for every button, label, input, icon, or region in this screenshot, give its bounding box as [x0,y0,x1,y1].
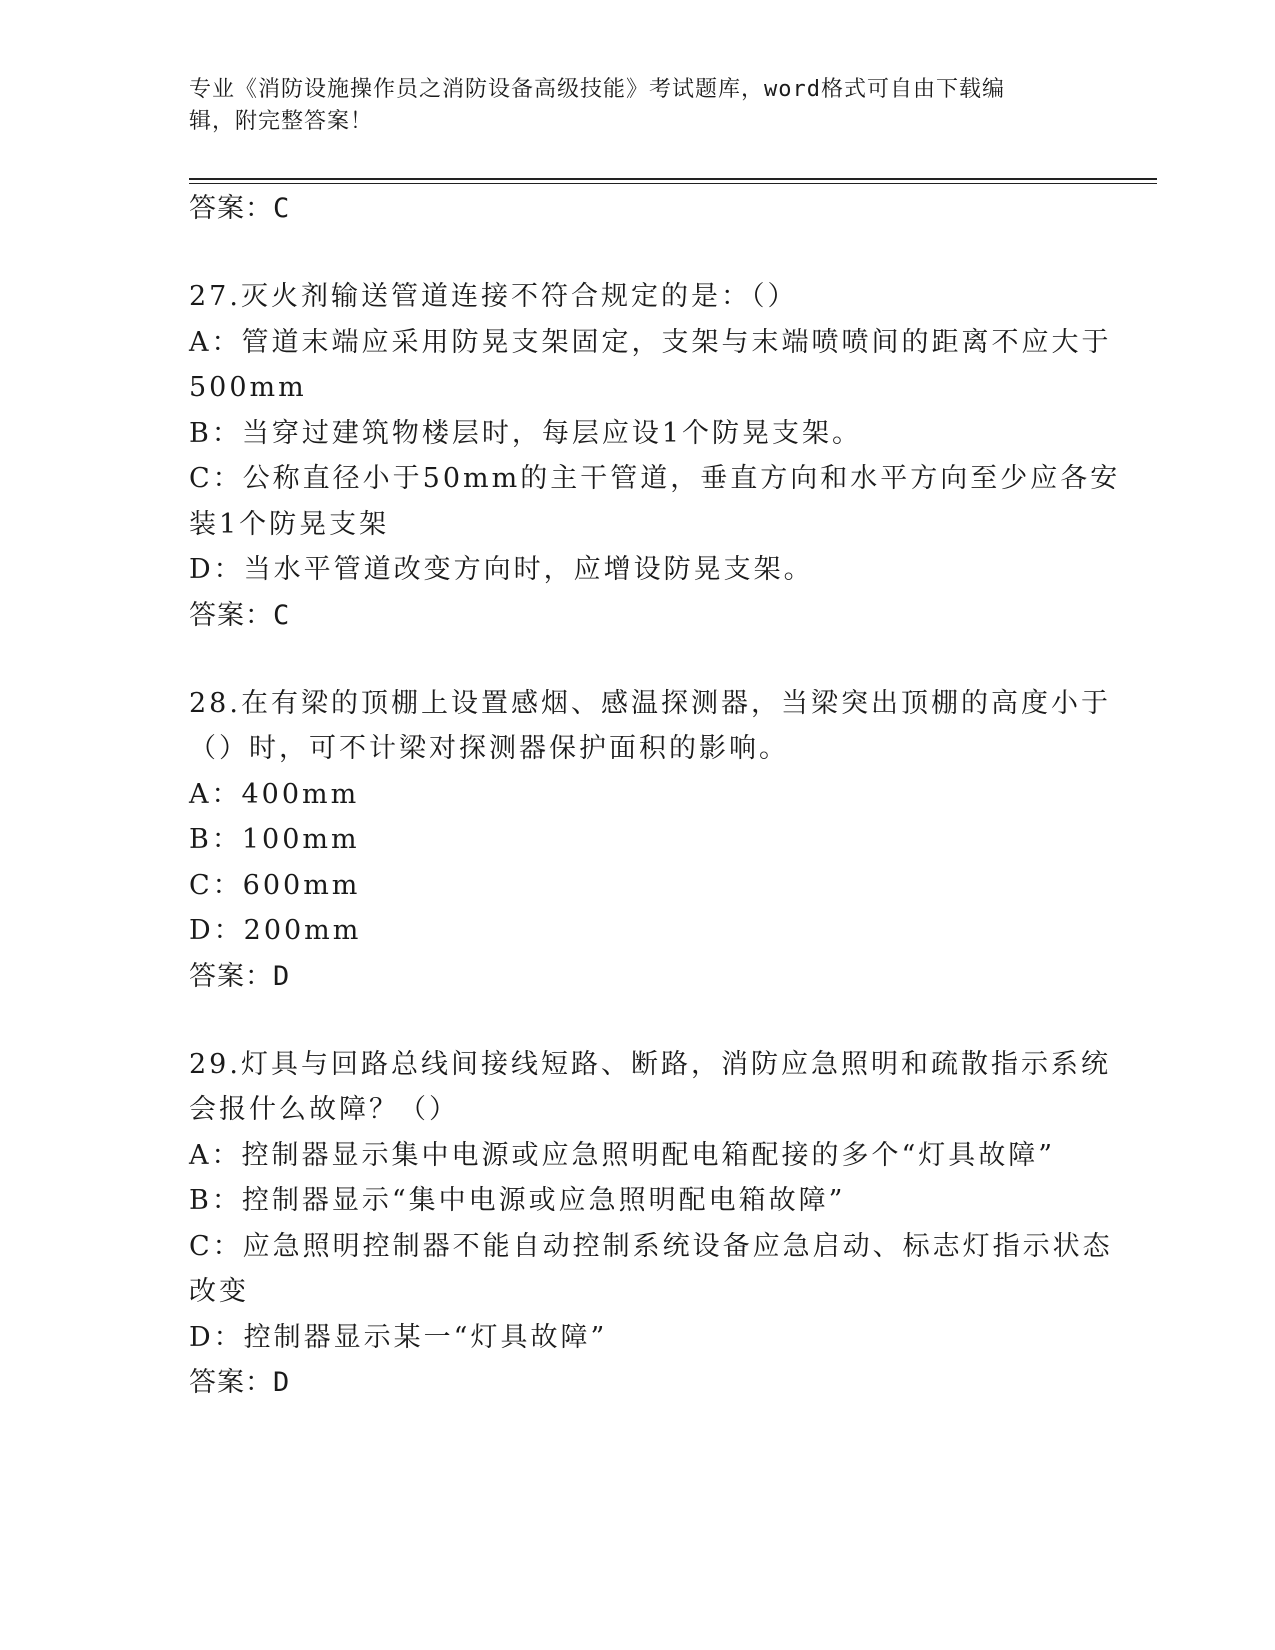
header-line-1: 专业《消防设施操作员之消防设备高级技能》考试题库，word格式可自由下载编 [189,77,1005,102]
option-line: C：600mm [189,869,361,901]
option-line: 装1个防晃支架 [189,508,390,540]
question-28 [189,681,1111,1000]
answer-line: 答案：C [189,599,291,631]
option-line: D：当水平管道改变方向时，应增设防晃支架。 [189,554,814,585]
option-line: 500mm [189,372,307,403]
question-text: 28.在有梁的顶棚上设置感烟、感温探测器，当梁突出顶棚的高度小于 [189,687,1111,719]
question-27 [189,274,1121,639]
header-rule-thin [189,183,1157,184]
answer-line: 答案：D [189,960,291,992]
header-line-2: 辑，附完整答案！ [189,109,374,134]
header-rule-thick [189,178,1157,180]
option-line: A：管道末端应采用防晃支架固定，支架与末端喷喷间的距离不应大于 [189,326,1112,358]
question-text: 会报什么故障？（） [189,1094,459,1125]
question-text: 27.灭火剂输送管道连接不符合规定的是：（） [189,281,798,312]
document-body [189,186,1121,1406]
question-text: （）时，可不计梁对探测器保护面积的影响。 [189,733,789,764]
page-header [189,74,1069,138]
option-line: A：控制器显示集中电源或应急照明配电箱配接的多个“灯具故障” [189,1139,1056,1171]
option-line: B：当穿过建筑物楼层时，每层应设1个防晃支架。 [189,417,863,449]
question-text: 29.灯具与回路总线间接线短路、断路，消防应急照明和疏散指示系统 [189,1048,1111,1080]
option-line: D：200mm [189,915,362,946]
option-line: C：公称直径小于50mm的主干管道，垂直方向和水平方向至少应各安 [189,463,1121,494]
question-29 [189,1042,1113,1407]
option-line: D：控制器显示某一“灯具故障” [189,1321,608,1353]
answer-line: 答案：C [189,193,291,224]
answer-line: 答案：D [189,1367,291,1398]
option-line: B：控制器显示“集中电源或应急照明配电箱故障” [189,1185,846,1216]
option-line: 改变 [189,1276,249,1307]
option-line: A：400mm [189,778,360,810]
option-line: C：应急照明控制器不能自动控制系统设备应急启动、标志灯指示状态 [189,1230,1113,1262]
option-line: B：100mm [189,824,360,855]
